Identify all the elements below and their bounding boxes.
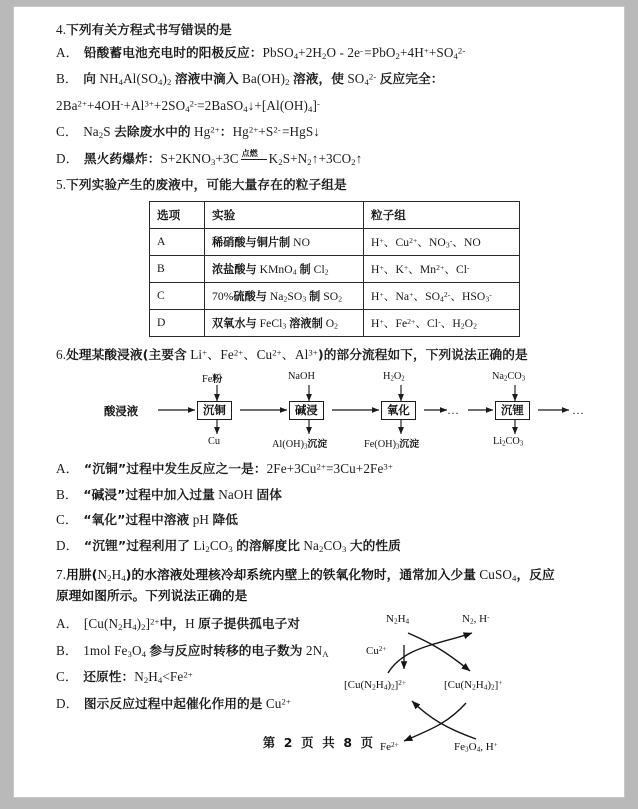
question-5-stem-text: 下列实验产生的废液中，可能大量存在的粒子组是 (66, 177, 347, 193)
row-d-experiment: 双氧水与 FeCl$_3$ 溶液制 $O_2$ (205, 309, 364, 336)
flow-product-cu: Cu (208, 436, 221, 448)
question-4-stem-text: 下列有关方程式书写错误的是 (66, 22, 232, 37)
row-a-option: A (150, 228, 205, 255)
question-4-option-a: A． 铅酸蓄电池充电时的阳极反应：$PbSO_4+2H_2O - 2e^-$ $=PbO_2+4H^++SO_4^{2-}$ (56, 44, 466, 61)
cycle-label-fe3o4-h: $Fe_3O_4$, H+ (454, 741, 498, 755)
question-4-option-c: C． $Na_2S$ 去除废水中的 $Hg^{2+}$：$Hg^{2+}+S^{2-}$ =HgS↓ (56, 124, 320, 141)
flow-step-yanghua: 氧化 (381, 401, 416, 420)
q7-option-b-label: B． (56, 642, 79, 658)
flow-step-chenli: 沉锂 (495, 401, 530, 420)
cycle-label-complex-2plus: $[Cu(N_2H_4)_2]^{2+}$ (344, 679, 406, 693)
cycle-label-fe2plus: $Fe^{2+}$ (380, 741, 399, 754)
option-b-label: B． (56, 71, 79, 87)
option-a-label: A． (56, 44, 79, 60)
row-c-option: C (150, 282, 205, 309)
header-experiment: 实验 (205, 201, 364, 228)
question-4 (56, 23, 596, 167)
question-7-option-d: D． 图示反应过程中起催化作用的是 $Cu^{2+}$ (56, 695, 291, 711)
table-row (150, 228, 520, 255)
table-row (150, 255, 520, 282)
question-4-number: 4. (56, 22, 67, 37)
table-row (150, 309, 520, 336)
question-5-table-wrap (56, 201, 596, 337)
question-6-option-d: D． “沉锂”过程利用了 $Li_2CO_3$ 的溶解度比 $Na_2CO_3$ 大的性质 (56, 537, 401, 554)
q6-option-d-label: D． (56, 537, 79, 553)
flow-ellipsis-end: … (572, 403, 586, 418)
question-6-option-a: A． “沉铜”过程中发生反应之一是：$2Fe+3Cu^{2+}=3Cu+2Fe^{3+}$ (56, 461, 393, 477)
flow-product-aloh3: $Al(OH)_3$沉淀 (272, 439, 328, 451)
flow-reagent-naoh: NaOH (288, 371, 315, 383)
row-a-experiment: 稀硝酸与铜片制 NO (205, 228, 364, 255)
row-b-particles: H+、K+、$Mn^{2+}$、Cl- (364, 255, 520, 282)
question-7-option-b: B． 1mol $Fe_3O_4$ 参与反应时转移的电子数为 $2N_A$ (56, 642, 329, 659)
option-d-label: D． (56, 150, 79, 166)
cycle-label-n2-h: $N_2$, H- (462, 613, 490, 627)
question-5-table (149, 201, 520, 337)
row-a-particles: H+、$Cu^{2+}$、$NO_3^-$、NO (364, 228, 520, 255)
page-content (56, 23, 596, 767)
question-5-stem (56, 178, 596, 192)
question-6 (56, 348, 596, 555)
option-c-label: C． (56, 124, 79, 140)
question-7-number: 7. (56, 567, 67, 583)
q6-option-b-label: B． (56, 486, 79, 502)
row-c-particles: H+、Na+、$SO_4^{2-}$、$HSO_3^-$ (364, 282, 520, 309)
flow-step-jianjin: 碱浸 (289, 401, 324, 420)
q6-option-c-label: C． (56, 512, 79, 528)
flow-reagent-na2co3: $Na_2CO_3$ (492, 371, 526, 383)
flow-reagent-fe: Fe粉 (202, 374, 223, 386)
row-b-option: B (150, 255, 205, 282)
question-7-stem: 7.用肼$(N_2H_4)$的水溶液处理核冷却系统内壁上的铁氧化物时，通常加入少量 CuSO$_4$，反应 原理如图所示。下列说法正确的是 (56, 567, 555, 603)
q7-option-c-label: C． (56, 669, 79, 685)
row-d-option: D (150, 309, 205, 336)
question-5-number: 5. (56, 177, 67, 193)
cycle-label-cu2plus: $Cu^{2+}$ (366, 645, 387, 658)
question-6-option-c: C． “氧化”过程中溶液 pH 降低 (56, 512, 238, 528)
flow-ellipsis-mid: … (447, 403, 461, 418)
row-c-experiment: 70%硫酸与 $Na_2SO_3$ 制 $SO_2$ (205, 282, 364, 309)
q7-option-d-label: D． (56, 695, 79, 711)
cycle-label-n2h4: $N_2H_4$ (386, 613, 410, 626)
q7-option-a-label: A． (56, 616, 79, 632)
page-footer: 第 2 页 共 8 页 (262, 735, 376, 750)
exam-page (14, 7, 624, 797)
flow-input-label: 酸浸液 (104, 404, 139, 419)
row-d-particles: H+、$Fe^{2+}$、Cl-、$H_2O_2$ (364, 309, 520, 336)
question-7-option-a: A． $[Cu(N_2H_4)_2]^{2+}$中，H 原子提供孤电子对 (56, 616, 301, 633)
header-option: 选项 (150, 201, 205, 228)
question-4-option-b-equation: $2Ba^{2+}+4OH^-+Al^{3+}+2SO_4^{2-}=2BaSO_4↓+[Al(OH)_4]^-$ (56, 97, 320, 114)
ignite-condition: 点燃 (239, 159, 269, 160)
cycle-label-complex-1plus: $[Cu(N_2H_4)_2]^+$ (444, 679, 503, 693)
table-row (150, 282, 520, 309)
question-6-stem: 6.处理某酸浸液(主要含 Li+、$Fe^{2+}$、$Cu^{2+}$、$Al^{3+}$)的部分流程如下，下列说法正确的是 (56, 346, 528, 362)
flow-product-li2co3: $Li_2CO_3$ (493, 436, 524, 448)
header-particles: 粒子组 (364, 201, 520, 228)
table-header-row (150, 201, 520, 228)
flow-reagent-h2o2: $H_2O_2$ (383, 371, 405, 383)
question-7-option-c: C． 还原性：$N_2H_4<Fe^{2+}$ (56, 669, 193, 686)
question-4-stem (56, 23, 596, 37)
question-6-number: 6. (56, 346, 67, 362)
question-4-option-b: B． 向 $NH_4Al(SO_4)_2$ 溶液中滴入 $Ba(OH)_2$ 溶液，使 $SO_4^{2-}$ 反应完全： (56, 71, 444, 88)
flow-product-feoh3: $Fe(OH)_3$沉淀 (364, 439, 420, 451)
question-6-flowchart (56, 370, 596, 452)
question-7-options (56, 617, 348, 711)
flow-step-chenttong: 沉铜 (197, 401, 232, 420)
question-6-option-b: B． “碱浸”过程中加入过量 NaOH 固体 (56, 486, 282, 502)
question-5 (56, 178, 596, 337)
q6-option-a-label: A． (56, 461, 79, 477)
row-b-experiment: 浓盐酸与 KMnO$_4$ 制 $Cl_2$ (205, 255, 364, 282)
question-4-option-d: D． 黑火药爆炸：$S+2KNO_3+3C$ 点燃 $K_2S+N_2↑+3CO_2↑$ (56, 149, 363, 167)
